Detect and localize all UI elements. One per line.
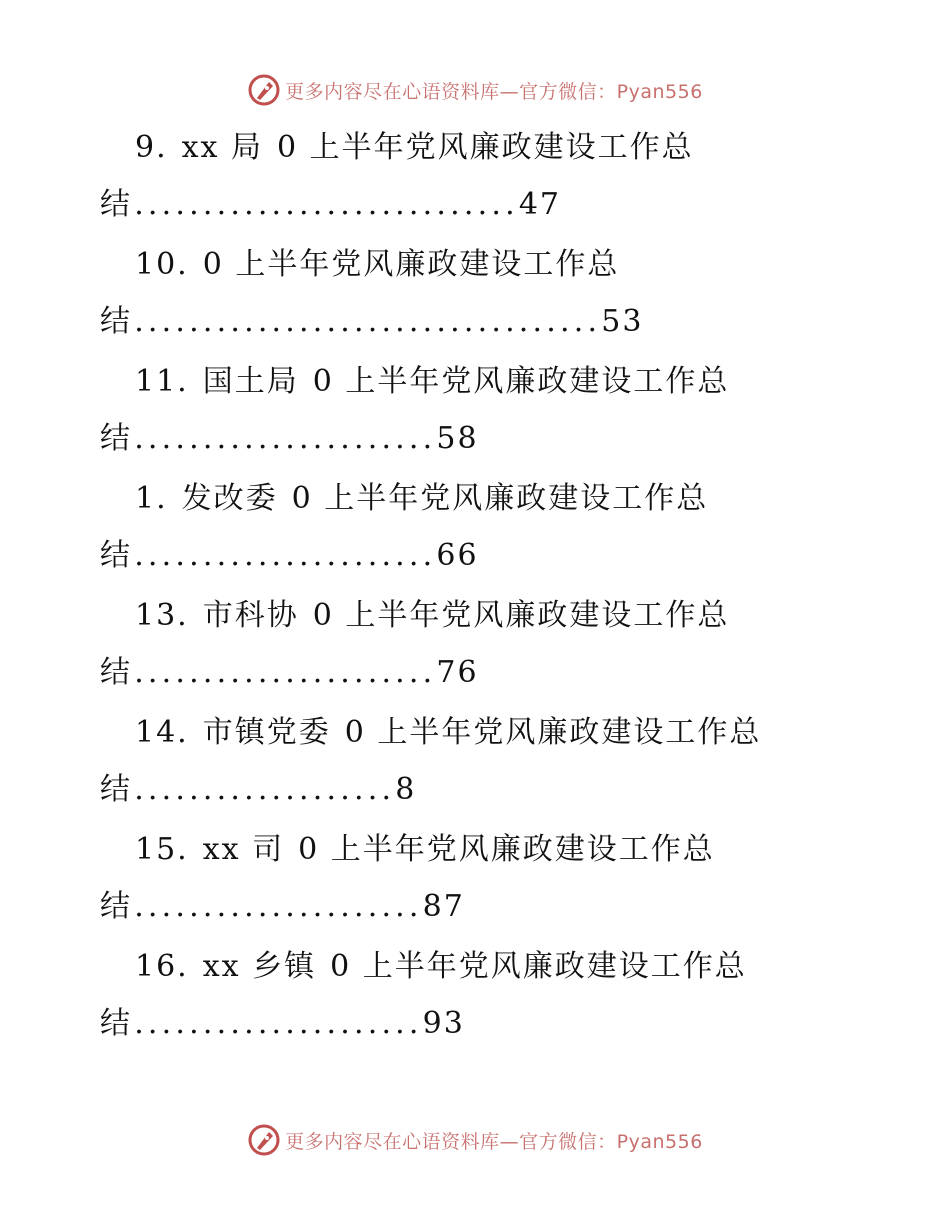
toc-number: 13. — [135, 598, 189, 633]
toc-entry[interactable] — [0, 822, 950, 939]
toc-number: 11. — [135, 364, 189, 399]
toc-entry[interactable] — [0, 705, 950, 822]
table-of-contents — [0, 120, 950, 1056]
toc-title-line — [135, 128, 694, 168]
toc-org: 国土局 — [202, 364, 299, 399]
pen-nib-logo-icon — [247, 73, 281, 107]
toc-leader: 结.................................. — [100, 304, 602, 339]
toc-leader-line — [100, 302, 643, 342]
toc-title-line — [135, 947, 747, 987]
footer-watermark — [0, 1120, 950, 1160]
toc-title: 0 上半年党风廉政建设工作总 — [312, 598, 730, 633]
toc-entry[interactable] — [0, 237, 950, 354]
toc-entry[interactable] — [0, 939, 950, 1056]
toc-title-line — [135, 713, 761, 753]
toc-leader-line — [100, 1004, 465, 1044]
toc-org: 市镇党委 — [202, 715, 331, 750]
toc-org: 市科协 — [202, 598, 299, 633]
toc-number: 15. — [135, 832, 189, 867]
toc-title: 0 上半年党风廉政建设工作总 — [291, 481, 709, 516]
toc-title: 0 上半年党风廉政建设工作总 — [330, 949, 747, 984]
toc-title: 0 上半年党风廉政建设工作总 — [298, 832, 715, 867]
watermark-text: 更多内容尽在心语资料库—官方微信：Pyan556 — [285, 80, 703, 103]
toc-number: 14. — [135, 715, 189, 750]
toc-org: xx 司 — [202, 832, 285, 867]
toc-entry[interactable] — [0, 354, 950, 471]
toc-page-number: 66 — [436, 538, 479, 573]
pen-nib-logo-icon — [247, 1123, 281, 1157]
toc-entry[interactable] — [0, 471, 950, 588]
toc-page-number: 76 — [436, 655, 479, 690]
toc-title-line — [135, 596, 729, 636]
toc-leader: 结..................... — [100, 889, 423, 924]
toc-leader-line — [100, 887, 465, 927]
toc-leader-line — [100, 185, 561, 225]
toc-org: xx 局 — [181, 130, 263, 165]
toc-org: xx 乡镇 — [202, 949, 317, 984]
toc-leader-line — [100, 653, 479, 693]
toc-page-number: 93 — [422, 1006, 465, 1041]
header-watermark — [0, 70, 950, 110]
toc-title: 0 上半年党风廉政建设工作总 — [312, 364, 730, 399]
toc-title-line — [135, 362, 729, 402]
toc-page-number: 47 — [518, 187, 561, 222]
toc-leader: 结...................... — [100, 538, 437, 573]
toc-number: 10. — [135, 247, 189, 282]
toc-number: 16. — [135, 949, 189, 984]
toc-leader-line — [100, 536, 479, 576]
toc-org: 发改委 — [181, 481, 278, 516]
toc-leader: 结...................... — [100, 655, 437, 690]
toc-page-number: 87 — [422, 889, 465, 924]
toc-number: 9. — [135, 130, 168, 165]
toc-page-number: 53 — [601, 304, 644, 339]
toc-number: 1. — [135, 481, 168, 516]
toc-leader: 结................... — [100, 772, 396, 807]
toc-leader-line — [100, 770, 416, 810]
toc-entry[interactable] — [0, 120, 950, 237]
toc-leader: 结...................... — [100, 421, 437, 456]
toc-entry[interactable] — [0, 588, 950, 705]
toc-leader: 结............................ — [100, 187, 519, 222]
toc-title-line — [135, 245, 619, 285]
toc-leader: 结..................... — [100, 1006, 423, 1041]
toc-title: 0 上半年党风廉政建设工作总 — [344, 715, 762, 750]
watermark-text: 更多内容尽在心语资料库—官方微信：Pyan556 — [285, 1130, 703, 1153]
toc-title: 0 上半年党风廉政建设工作总 — [202, 247, 620, 282]
toc-leader-line — [100, 419, 479, 459]
toc-title-line — [135, 479, 708, 519]
toc-title-line — [135, 830, 715, 870]
toc-page-number: 8 — [395, 772, 417, 807]
toc-title: 0 上半年党风廉政建设工作总 — [277, 130, 694, 165]
toc-page-number: 58 — [436, 421, 479, 456]
